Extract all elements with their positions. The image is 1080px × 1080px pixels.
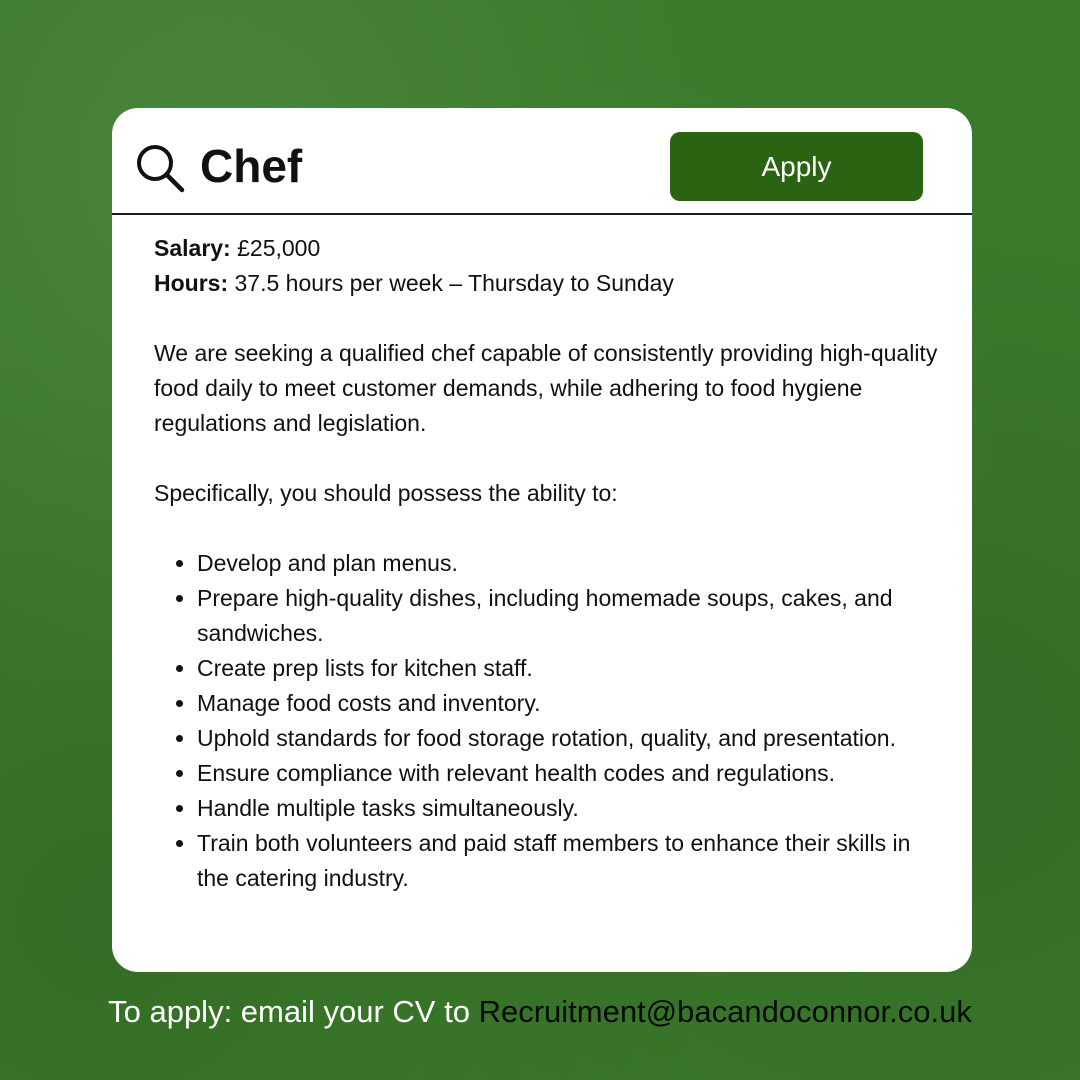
duties-intro: Specifically, you should possess the ability to:: [154, 480, 618, 506]
hours-line: [154, 266, 944, 301]
search-icon: [134, 142, 186, 194]
recruitment-email[interactable]: Recruitment@bacandoconnor.co.uk: [478, 994, 972, 1029]
apply-instructions: [0, 990, 1080, 1034]
job-details: [154, 231, 944, 896]
salary-line: [154, 231, 944, 266]
list-item: • Create prep lists for kitchen staff.: [197, 651, 944, 686]
job-title: Chef: [200, 140, 303, 192]
list-item: • Handle multiple tasks simultaneously.: [197, 791, 944, 826]
list-item: • Ensure compliance with relevant health codes and regulations.: [197, 756, 944, 791]
list-item: • Manage food costs and inventory.: [197, 686, 944, 721]
card-header: [112, 108, 972, 215]
salary-label: Salary:: [154, 235, 231, 261]
list-item: • Develop and plan menus.: [197, 546, 944, 581]
duties-list: [154, 546, 944, 896]
job-description: We are seeking a qualified chef capable of consistently providing high-quality food daily to meet customer demands, while adhering to food hygiene regulations and legislation.: [154, 340, 938, 436]
list-item: • Uphold standards for food storage rotation, quality, and presentation.: [197, 721, 944, 756]
hours-value: 37.5 hours per week – Thursday to Sunday: [228, 270, 674, 296]
list-item: • Prepare high-quality dishes, including homemade soups, cakes, and sandwiches.: [197, 581, 944, 651]
list-item: • Train both volunteers and paid staff members to enhance their skills in the catering industry.: [197, 826, 944, 896]
apply-instructions-text: To apply: email your CV to: [108, 994, 479, 1029]
hours-label: Hours:: [154, 270, 229, 296]
job-card: [112, 108, 972, 972]
salary-value: £25,000: [230, 235, 321, 261]
apply-button[interactable]: Apply: [670, 132, 923, 201]
